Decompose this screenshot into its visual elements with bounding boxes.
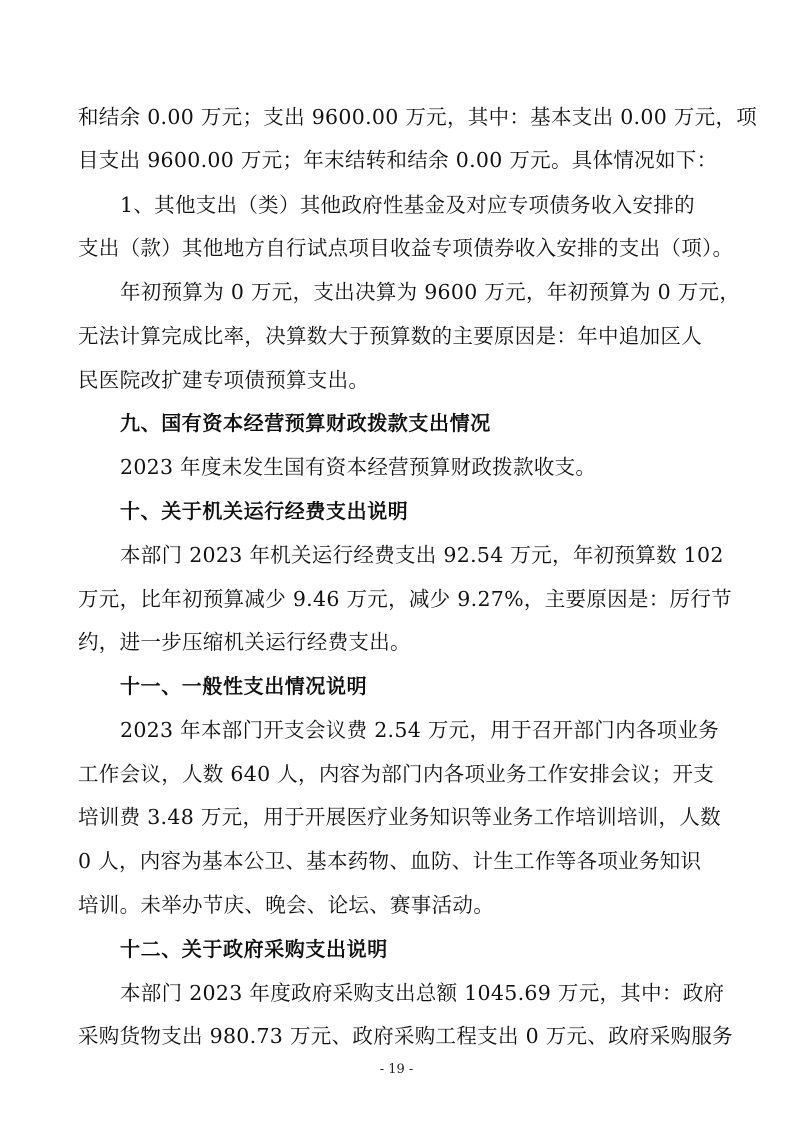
body-text-line: 1、其他支出（类）其他政府性基金及对应专项债务收入安排的	[120, 193, 695, 217]
body-text-line: 工作会议，人数 640 人，内容为部门内各项业务工作安排会议；开支	[78, 762, 715, 786]
body-text-line: 2023 年度未发生国有资本经营预算财政拨款收支。	[120, 455, 597, 479]
body-text-line: 万元，比年初预算减少 9.46 万元，减少 9.27%，主要原因是：厉行节	[78, 587, 732, 611]
body-text-line: 约，进一步压缩机关运行经费支出。	[78, 630, 411, 654]
body-text-line: 0 人，内容为基本公卫、基本药物、血防、计生工作等各项业务知识	[78, 849, 702, 873]
body-text-line: 2023 年本部门开支会议费 2.54 万元，用于召开部门内各项业务	[120, 718, 720, 742]
body-text-line: 目支出 9600.00 万元；年末结转和结余 0.00 万元。具体情况如下：	[78, 148, 718, 172]
section-heading: 十一、一般性支出情况说明	[120, 674, 368, 698]
section-heading: 十二、关于政府采购支出说明	[120, 937, 388, 961]
body-text-line: 本部门 2023 年度政府采购支出总额 1045.69 万元，其中：政府	[120, 981, 725, 1005]
page-number: - 19 -	[379, 1062, 414, 1077]
body-text-line: 年初预算为 0 万元，支出决算为 9600 万元，年初预算为 0 万元，	[120, 280, 741, 304]
body-text-line: 培训。未举办节庆、晚会、论坛、赛事活动。	[78, 893, 494, 917]
section-heading: 九、国有资本经营预算财政拨款支出情况	[120, 411, 491, 435]
body-text-line: 和结余 0.00 万元；支出 9600.00 万元，其中：基本支出 0.00 万元，项	[78, 105, 758, 129]
body-text-line: 民医院改扩建专项债预算支出。	[78, 368, 370, 392]
body-text-line: 支出（款）其他地方自行试点项目收益专项债券收入安排的支出（项）。	[78, 236, 734, 260]
section-heading: 十、关于机关运行经费支出说明	[120, 499, 409, 523]
body-text-line: 培训费 3.48 万元，用于开展医疗业务知识等业务工作培训培训，人数	[78, 805, 721, 829]
body-text-line: 本部门 2023 年机关运行经费支出 92.54 万元，年初预算数 102	[120, 543, 724, 567]
body-text-line: 无法计算完成比率，决算数大于预算数的主要原因是：年中追加区人	[78, 324, 702, 348]
body-text-line: 采购货物支出 980.73 万元、政府采购工程支出 0 万元、政府采购服务	[78, 1024, 733, 1048]
